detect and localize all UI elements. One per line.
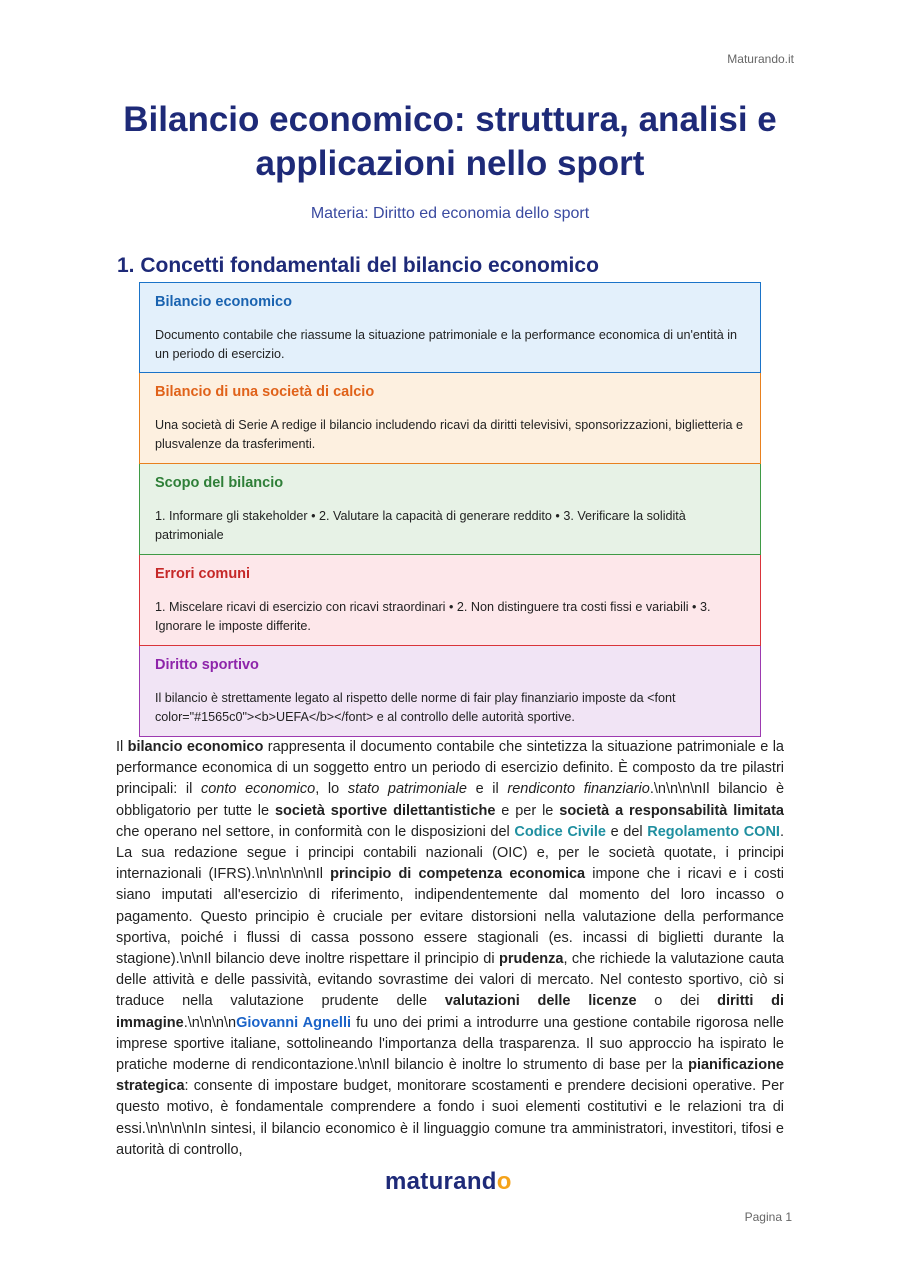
card-text: Il bilancio è strettamente legato al rispetto delle norme di fair play finanziario imposte da <font color="#1565c0"><b>UEFA</b></font> e al controllo delle autorità sportive.: [155, 691, 676, 724]
logo-text: maturand: [385, 1168, 497, 1195]
body-italic: stato patrimoniale: [347, 781, 467, 798]
card-title: Bilancio di una società di calcio: [155, 384, 375, 400]
card-text: 1. Informare gli stakeholder • 2. Valutare la capacità di generare reddito • 3. Verificare la solidità patrimoniale: [155, 509, 686, 542]
body-text: Il: [116, 739, 128, 755]
body-text: e per le: [495, 802, 560, 819]
body-bold: valutazioni delle licenze: [444, 993, 637, 1010]
card-title: Errori comuni: [155, 566, 251, 582]
body-bold: società sportive dilettantistiche: [274, 802, 496, 819]
body-bold: diritti di immagine: [116, 993, 784, 1031]
body-text: , lo: [315, 781, 348, 798]
body-bold: pianificazione strategica: [116, 1057, 784, 1095]
body-bold: prudenza: [499, 951, 564, 968]
card-title: Bilancio economico: [155, 294, 292, 310]
body-text: che operano nel settore, in conformità con le disposizioni del: [116, 823, 515, 840]
link-regolamento-coni[interactable]: Regolamento CONI: [647, 823, 780, 840]
body-italic: rendiconto finanziario: [507, 781, 650, 798]
card-esempio-calcio: [139, 373, 761, 464]
body-text: o dei: [636, 993, 718, 1010]
logo-accent: o: [496, 1168, 512, 1195]
section-heading: 1. Concetti fondamentali del bilancio economico: [117, 254, 599, 277]
body-text: .\n\n\n\nIl bilancio è obbligatorio per tutte le: [116, 781, 785, 819]
card-bilancio-economico: [139, 282, 761, 373]
maturando-logo: [385, 1168, 512, 1196]
page-title: Bilancio economico: struttura, analisi e applicazioni nello sport: [123, 100, 777, 183]
page-number: Pagina 1: [744, 1210, 792, 1224]
body-text: fu uno dei primi a introdurre una gestione contabile rigorosa nelle imprese sportive italiane, sottolineando l'importanza della trasparenza. Il suo approccio ha ispirato le pratiche moderne di rendicontazione.\n\nIl bilancio è inoltre lo strumento di base per la: [116, 1014, 784, 1074]
body-text: e del: [606, 823, 648, 840]
link-giovanni-agnelli[interactable]: Giovanni Agnelli: [236, 1014, 351, 1031]
body-bold: società a responsabilità limitata: [559, 802, 784, 819]
card-errori-comuni: [139, 555, 761, 646]
subject-line: Materia: Diritto ed economia dello sport: [310, 205, 590, 222]
card-diritto-sportivo: [139, 646, 761, 737]
card-title: Scopo del bilancio: [155, 475, 284, 491]
body-text: : consente di impostare budget, monitorare scostamenti e prendere decisioni operative. Per questo motivo, è fondamentale comprendere a fondo i suoi elementi costitutivi e le relazioni tra di essi.\n\n\n\nIn sintesi, il bilancio economico è il linguaggio comune tra amministratori, investitori, tifosi e autorità di controllo,: [116, 1078, 784, 1158]
body-bold: bilancio economico: [127, 739, 264, 755]
card-text: 1. Miscelare ricavi di esercizio con ricavi straordinari • 2. Non distinguere tra costi fissi e variabili • 3. Ignorare le imposte differite.: [155, 600, 711, 633]
body-text: e il: [466, 781, 508, 798]
card-title: Diritto sportivo: [155, 657, 259, 673]
card-text: Documento contabile che riassume la situazione patrimoniale e la performance economica di un'entità in un periodo di esercizio.: [155, 328, 738, 361]
link-codice-civile[interactable]: Codice Civile: [514, 823, 606, 840]
body-text: impone che i ricavi e i costi siano imputati all'esercizio di riferimento, indipendentemente dal momento del loro incasso o pagamento. Questo principio è cruciale per evitare distorsioni nella valutazione della performance sportiva, poiché i flussi di cassa possono essere stagionali (es. incassi di biglietti durante la stagione).\n\nIl bilancio deve inoltre rispettare il principio di: [116, 866, 784, 968]
site-name: Maturando.it: [727, 52, 794, 66]
concept-cards: [139, 282, 761, 737]
body-bold: principio di competenza economica: [330, 866, 586, 883]
card-scopo: [139, 464, 761, 555]
body-text: .\n\n\n\n: [183, 1014, 237, 1031]
body-italic: conto economico: [200, 781, 316, 798]
body-text: , che richiede la valutazione cauta delle attività e delle passività, evitando sovrastime dei valori di mercato. Nel contesto sportivo, ciò si traduce nella valutazione prudente delle: [116, 951, 784, 1010]
card-text: Una società di Serie A redige il bilancio includendo ricavi da diritti televisivi, sponsorizzazioni, biglietteria e plusvalenze da trasferimenti.: [155, 418, 744, 451]
body-text: . La sua redazione segue i principi contabili nazionali (OIC) e, per le società quotate, i principi internazionali (IFRS).\n\n\n\n\nIl: [116, 823, 784, 883]
body-paragraph: [116, 737, 784, 1161]
body-text: rappresenta il documento contabile che sintetizza la situazione patrimoniale e la performance economica di un soggetto entro un periodo di esercizio definito. È composto da tre pilastri principali: il: [116, 739, 784, 798]
